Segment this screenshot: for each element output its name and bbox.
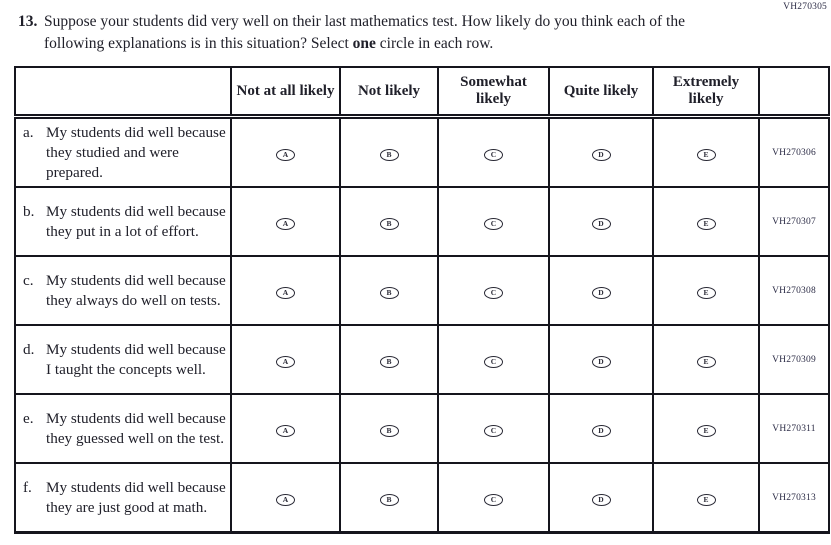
column-header-somewhat-likely: Somewhat likely (438, 67, 549, 117)
question-bold-word: one (352, 34, 376, 52)
option-bubble-c[interactable]: C (484, 356, 503, 368)
corner-cell (15, 67, 231, 117)
option-bubble-c[interactable]: C (484, 494, 503, 506)
option-bubble-e[interactable]: E (697, 425, 716, 437)
row-label (15, 325, 231, 394)
option-bubble-a[interactable]: A (276, 287, 295, 299)
option-bubble-c[interactable]: C (484, 218, 503, 230)
option-bubble-b[interactable]: B (380, 149, 399, 161)
option-bubble-b[interactable]: B (380, 218, 399, 230)
row-letter: b. (23, 203, 35, 221)
row-letter: d. (23, 341, 35, 359)
option-bubble-c[interactable]: C (484, 149, 503, 161)
question-block (18, 11, 741, 54)
column-header-not-at-all-likely: Not at all likely (231, 67, 340, 117)
row-letter: a. (23, 124, 34, 142)
option-bubble-d[interactable]: D (592, 149, 611, 161)
option-bubble-a[interactable]: A (276, 356, 295, 368)
option-bubble-b[interactable]: B (380, 425, 399, 437)
option-bubble-c[interactable]: C (484, 287, 503, 299)
option-bubble-a[interactable]: A (276, 149, 295, 161)
row-label (15, 394, 231, 463)
row-statement: My students did well because they are just good at math. (46, 479, 226, 516)
column-header-not-likely: Not likely (340, 67, 438, 117)
option-bubble-a[interactable]: A (276, 218, 295, 230)
row-statement: My students did well because they always do well on tests. (46, 272, 226, 309)
row-code: VH270309 (759, 325, 829, 394)
option-bubble-b[interactable]: B (380, 494, 399, 506)
likert-table (14, 66, 830, 534)
option-bubble-b[interactable]: B (380, 287, 399, 299)
option-bubble-a[interactable]: A (276, 494, 295, 506)
option-bubble-e[interactable]: E (697, 494, 716, 506)
row-code: VH270311 (759, 394, 829, 463)
question-number: 13. (18, 13, 38, 30)
option-bubble-a[interactable]: A (276, 425, 295, 437)
option-bubble-c[interactable]: C (484, 425, 503, 437)
question-text (44, 11, 712, 54)
code-column-header (759, 67, 829, 117)
row-letter: e. (23, 410, 34, 428)
row-label (15, 187, 231, 256)
row-letter: c. (23, 272, 34, 290)
question-text-after: circle in each row. (375, 34, 494, 52)
row-code: VH270308 (759, 256, 829, 325)
table-row-c (15, 256, 829, 325)
row-code: VH270313 (759, 463, 829, 533)
option-bubble-d[interactable]: D (592, 287, 611, 299)
column-header-extremely-likely: Extremely likely (653, 67, 759, 117)
row-statement: My students did well because I taught the concepts well. (46, 341, 226, 378)
option-bubble-d[interactable]: D (592, 425, 611, 437)
option-bubble-e[interactable]: E (697, 356, 716, 368)
row-label (15, 463, 231, 533)
item-code: VH270305 (783, 2, 827, 12)
table-row-b (15, 187, 829, 256)
option-bubble-b[interactable]: B (380, 356, 399, 368)
option-bubble-d[interactable]: D (592, 218, 611, 230)
table-row-d (15, 325, 829, 394)
option-bubble-e[interactable]: E (697, 287, 716, 299)
row-letter: f. (23, 479, 32, 497)
table-row-f (15, 463, 829, 533)
option-bubble-d[interactable]: D (592, 356, 611, 368)
row-statement: My students did well because they studied and were prepared. (46, 124, 226, 181)
row-statement: My students did well because they guessed well on the test. (46, 410, 226, 447)
option-bubble-e[interactable]: E (697, 149, 716, 161)
table-row-a (15, 117, 829, 188)
question-text-before: Suppose your students did very well on their last mathematics test. How likely do you think each of the following explanations is in this situation? Select (44, 13, 685, 52)
row-statement: My students did well because they put in a lot of effort. (46, 203, 226, 240)
header-row (15, 67, 829, 117)
table-row-e (15, 394, 829, 463)
row-code: VH270306 (759, 117, 829, 188)
option-bubble-e[interactable]: E (697, 218, 716, 230)
row-label (15, 117, 231, 188)
column-header-quite-likely: Quite likely (549, 67, 653, 117)
row-code: VH270307 (759, 187, 829, 256)
option-bubble-d[interactable]: D (592, 494, 611, 506)
row-label (15, 256, 231, 325)
